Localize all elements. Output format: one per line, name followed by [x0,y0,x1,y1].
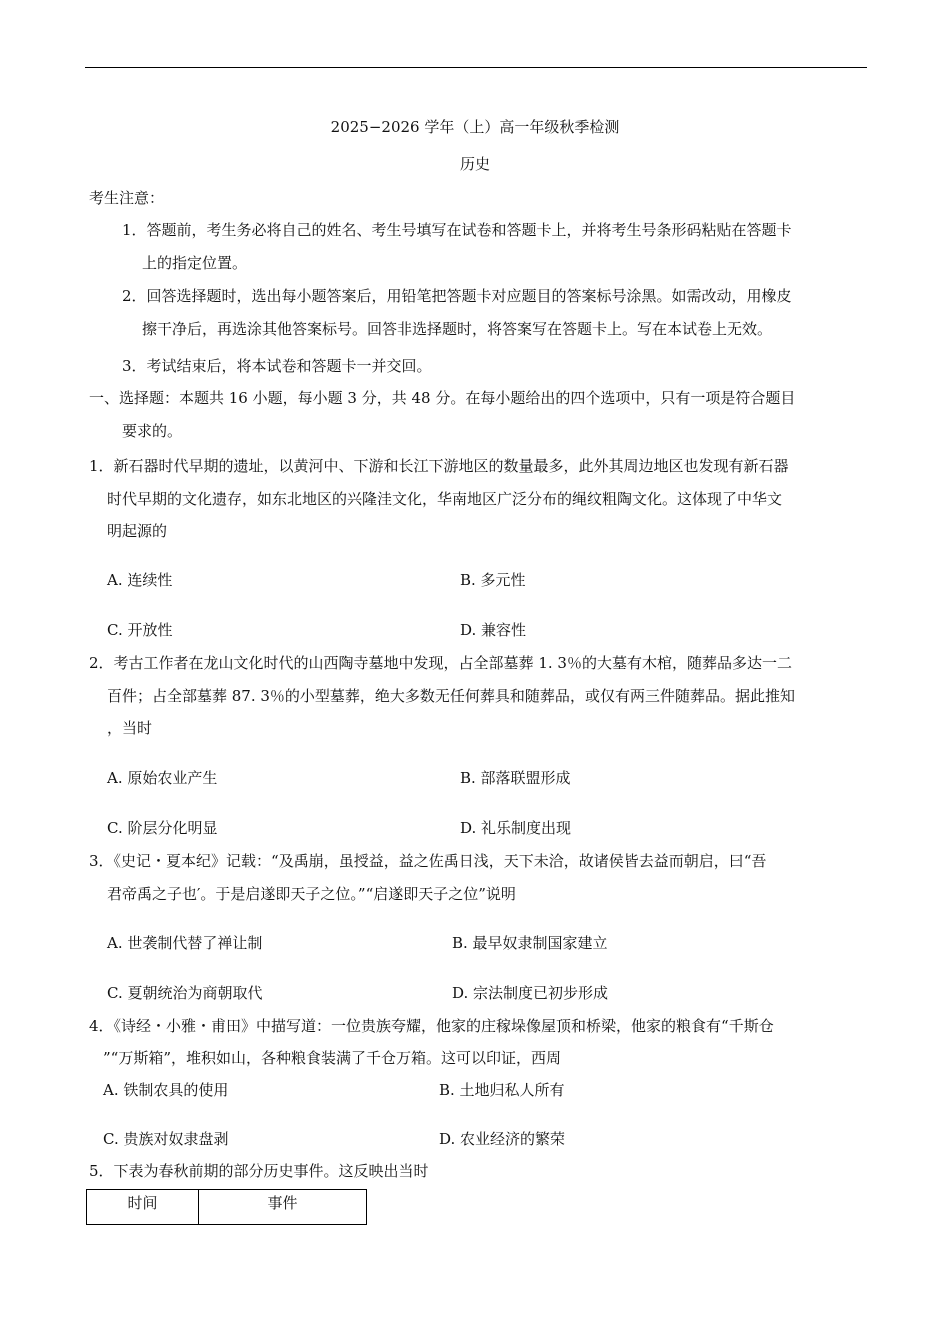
q2-option-a: A. 原始农业产生 [107,769,218,787]
q1-stem-line-2: 时代早期的文化遗存，如东北地区的兴隆洼文化，华南地区广泛分布的绳纹粗陶文化。这体现了中华文 [107,490,783,508]
q2-option-c: C. 阶层分化明显 [107,819,218,837]
q1-option-d: D. 兼容性 [460,621,527,639]
header-rule [85,67,867,68]
q1-option-b: B. 多元性 [460,571,526,589]
q3-stem-line-1: 3．《史记・夏本纪》记载：“及禹崩，虽授益，益之佐禹日浅，天下未洽，故诸侯皆去益而朝启，曰“吾 [89,852,767,870]
exam-title: 2025−2026 学年（上）高一年级秋季检测 [330,118,620,136]
q3-option-c: C. 夏朝统治为商朝取代 [107,984,263,1002]
notice-item-1-line-1: 1．答题前，考生务必将自己的姓名、考生号填写在试卷和答题卡上，并将考生号条形码粘贴在答题卡 [122,221,792,239]
q1-option-a: A. 连续性 [107,571,173,589]
q2-option-d: D. 礼乐制度出现 [460,819,572,837]
table-row [87,1190,367,1225]
notice-item-2-line-2: 擦干净后，再选涂其他答案标号。回答非选择题时，将答案写在答题卡上。写在本试卷上无效。 [142,320,773,338]
notice-item-2-line-1: 2．回答选择题时，选出每小题答案后，用铅笔把答题卡对应题目的答案标号涂黑。如需改动，用橡皮 [122,287,792,305]
q5-stem-line-1: 5．下表为春秋前期的部分历史事件。这反映出当时 [89,1162,429,1180]
table-header-time: 时间 [87,1190,199,1225]
exam-subject: 历史 [459,155,490,173]
q2-option-b: B. 部落联盟形成 [460,769,571,787]
section-heading-line-2: 要求的。 [122,422,183,440]
q5-table [86,1189,367,1225]
q1-stem-line-3: 明起源的 [107,522,168,540]
q2-stem-line-3: ，当时 [107,719,153,737]
q4-option-c: C. 贵族对奴隶盘剥 [103,1130,229,1148]
q4-option-a: A. 铁制农具的使用 [103,1081,229,1099]
q2-stem-line-2: 百件；占全部墓葬 87. 3％的小型墓葬，绝大多数无任何葬具和随葬品，或仅有两三件随葬品。据此推知 [107,687,795,705]
q3-option-a: A. 世袭制代替了禅让制 [107,934,263,952]
q1-stem-line-1: 1．新石器时代早期的遗址，以黄河中、下游和长江下游地区的数量最多，此外其周边地区也发现有新石器 [89,457,789,475]
q1-option-c: C. 开放性 [107,621,173,639]
notice-item-3: 3．考试结束后，将本试卷和答题卡一并交回。 [122,357,432,375]
notice-item-1-line-2: 上的指定位置。 [142,254,248,272]
section-heading-line-1: 一、选择题：本题共 16 小题，每小题 3 分，共 48 分。在每小题给出的四个选项中，只有一项是符合题目 [89,389,796,407]
q3-stem-line-2: 君帝禹之子也′。于是启遂即天子之位。”“启遂即天子之位”说明 [107,885,516,903]
q4-option-d: D. 农业经济的繁荣 [439,1130,566,1148]
notice-heading: 考生注意： [89,189,165,207]
table-header-event: 事件 [199,1190,367,1225]
q3-option-b: B. 最早奴隶制国家建立 [452,934,608,952]
q2-stem-line-1: 2．考古工作者在龙山文化时代的山西陶寺墓地中发现，占全部墓葬 1. 3％的大墓有木棺，随葬品多达一二 [89,654,792,672]
q3-option-d: D. 宗法制度已初步形成 [452,984,609,1002]
q4-stem-line-2: ”“万斯箱”，堆积如山，各种粮食装满了千仓万箱。这可以印证，西周 [103,1049,562,1067]
q4-option-b: B. 土地归私人所有 [439,1081,565,1099]
q4-stem-line-1: 4．《诗经・小雅・甫田》中描写道：一位贵族夸耀，他家的庄稼垛像屋顶和桥梁，他家的粮食有“千斯仓 [89,1017,774,1035]
